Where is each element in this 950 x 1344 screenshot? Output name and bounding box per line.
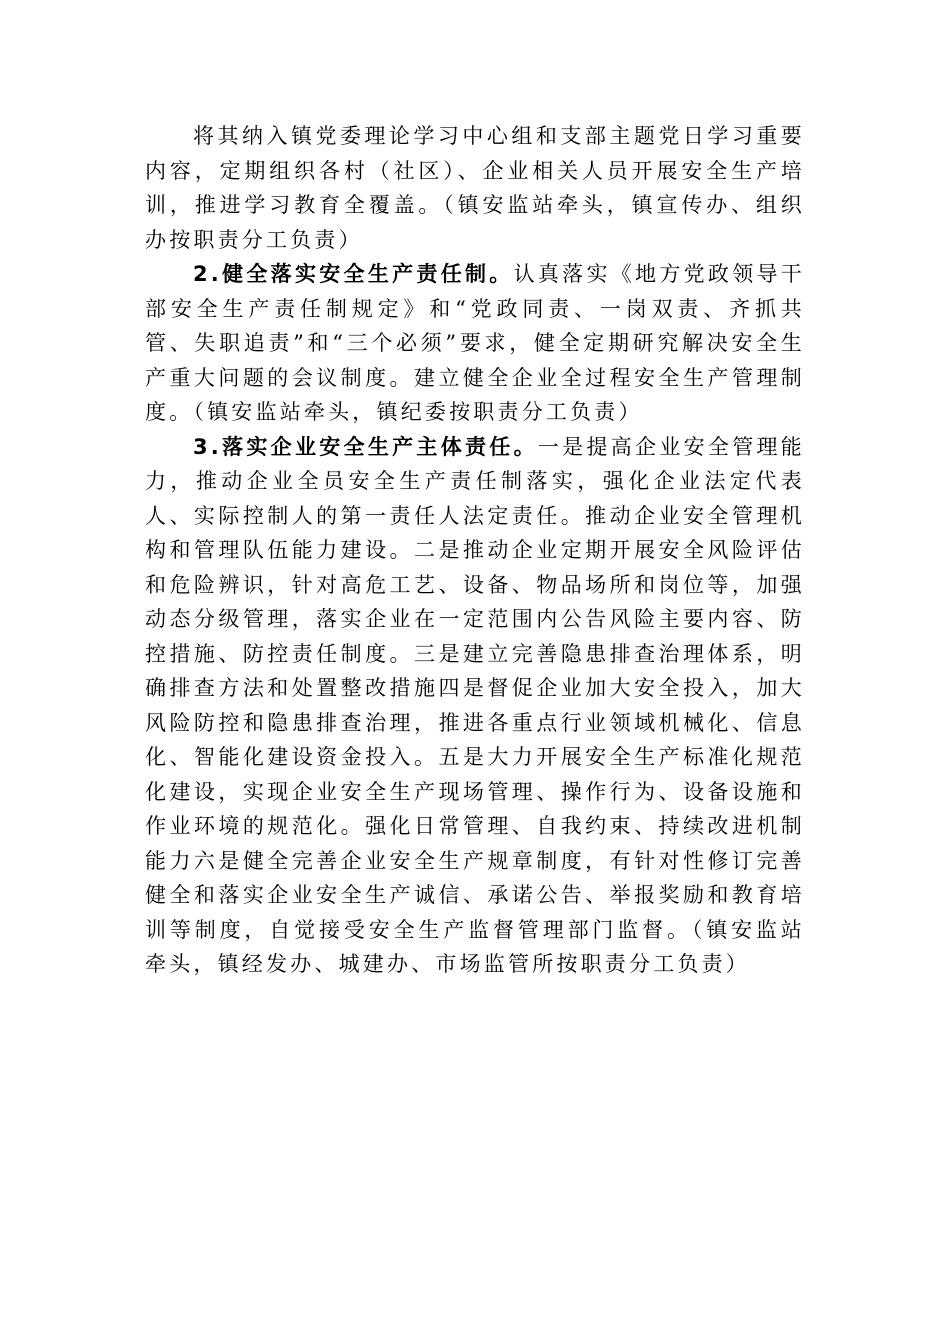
paragraph-heading: 2.健全落实安全生产责任制。 <box>193 262 514 286</box>
paragraph-responsibility-system <box>145 257 805 430</box>
paragraph-heading: 3.落实企业安全生产主体责任。 <box>193 434 538 459</box>
paragraph-enterprise-responsibility <box>145 430 805 982</box>
paragraph-body: 将其纳入镇党委理论学习中心组和支部主题党日学习重要内容，定期组织各村（社区）、企业相关人员开展安全生产培训，推进学习教育全覆盖。（镇安监站牵头，镇宣传办、组织办按职责分工负责） <box>145 124 805 252</box>
paragraph-body: 认真落实《地方党政领导干部安全生产责任制规定》和“党政同责、一岗双责、齐抓共管、失职追责”和“三个必须”要求，健全定期研究解决安全生产重大问题的会议制度。建立健全企业全过程安全生产管理制度。（镇安监站牵头，镇纪委按职责分工负责） <box>145 262 806 424</box>
paragraph-body: 一是提高企业安全管理能力，推动企业全员安全生产责任制落实，强化企业法定代表人、实际控制人的第一责任人法定责任。推动企业安全管理机构和管理队伍能力建设。二是推动企业定期开展安全风险评估和危险辨识，针对高危工艺、设备、物品场所和岗位等，加强动态分级管理，落实企业在一定范围内公告风险主要内容、防控措施、防控责任制度。三是建立完善隐患排查治理体系，明确排查方法和处置整改措施四是督促企业加大安全投入，加大风险防控和隐患排查治理，推进各重点行业领域机械化、信息化、智能化建设资金投入。五是大力开展安全生产标准化规范化建设，实现企业安全生产现场管理、操作行为、设备设施和作业环境的规范化。强化日常管理、自我约束、持续改进机制能力六是健全完善企业安全生产规章制度，有针对性修订完善健全和落实企业安全生产诚信、承诺公告、举报奖励和教育培训等制度，自觉接受安全生产监督管理部门监督。（镇安监站牵头，镇经发办、城建办、市场监管所按职责分工负责） <box>145 434 805 976</box>
document-page <box>145 119 805 982</box>
paragraph-training <box>145 119 805 257</box>
